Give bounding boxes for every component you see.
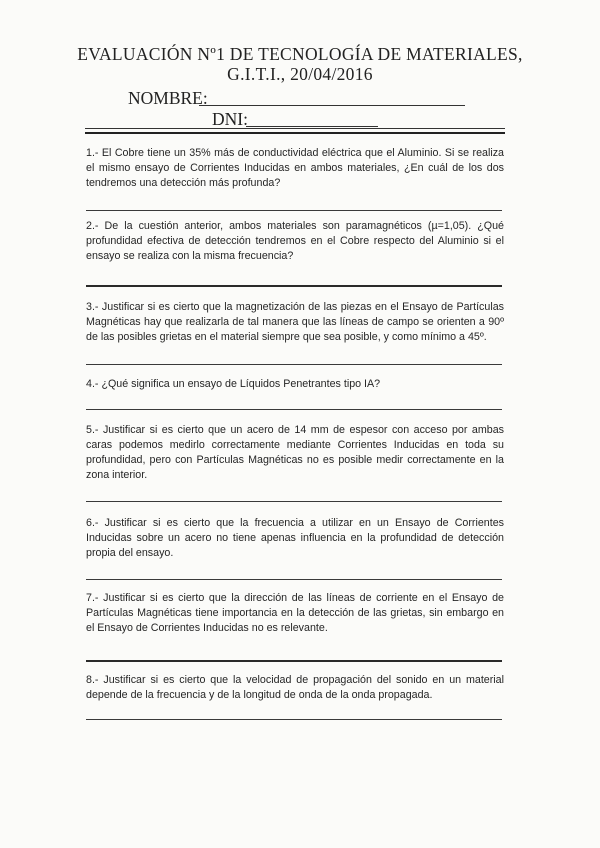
dni-label: DNI:	[212, 109, 248, 129]
answer-line-3[interactable]	[86, 364, 502, 365]
nombre-label: NOMBRE:	[128, 88, 208, 108]
question-3: 3.- Justificar si es cierto que la magnetización de las piezas en el Ensayo de Partículas Magnéticas hay que realizarla de tal manera que las líneas de campo se orienten a 90º de las posibles grietas en el material siempre que sea posible, y como mínimo a 45º.	[86, 301, 504, 343]
answer-line-8[interactable]	[86, 719, 502, 720]
question-2: 2.- De la cuestión anterior, ambos materiales son paramagnéticos (µ=1,05). ¿Qué profundidad efectiva de detección tendremos en el Cobre respecto del Aluminio si el ensayo se realiza con la misma frecuencia?	[86, 220, 504, 262]
question-4: 4.- ¿Qué significa un ensayo de Líquidos Penetrantes tipo IA?	[86, 378, 381, 390]
question-8: 8.- Justificar si es cierto que la velocidad de propagación del sonido en un material depende de la frecuencia y de la longitud de onda de la onda propagada.	[86, 674, 504, 701]
header-divider	[85, 128, 505, 129]
answer-line-5[interactable]	[86, 501, 502, 502]
dni-field[interactable]	[246, 126, 378, 127]
answer-line-2[interactable]	[86, 285, 502, 287]
nombre-field[interactable]	[199, 105, 465, 106]
question-5: 5.- Justificar si es cierto que un acero de 14 mm de espesor con acceso por ambas caras podemos medirlo correctamente mediante Corrientes Inducidas en toda su profundidad, pero con Partículas Magnéticas no es posible medir correctamente en la zona interior.	[86, 424, 504, 481]
exam-subtitle: G.I.T.I., 20/04/2016	[227, 64, 373, 84]
answer-line-1[interactable]	[86, 210, 502, 211]
answer-line-7[interactable]	[86, 660, 502, 662]
exam-title: EVALUACIÓN Nº1 DE TECNOLOGÍA DE MATERIALES,	[77, 44, 523, 64]
question-1: 1.- El Cobre tiene un 35% más de conductividad eléctrica que el Aluminio. Si se realiza el mismo ensayo de Corrientes Inducidas en ambos materiales, ¿En cuál de los dos tendremos una detección más profunda?	[86, 147, 504, 189]
answer-line-6[interactable]	[86, 579, 502, 580]
header-divider-bold	[85, 132, 505, 134]
question-7: 7.- Justificar si es cierto que la dirección de las líneas de corriente en el Ensayo de Partículas Magnéticas tiene importancia en la detección de las grietas, sin embargo en el Ensayo de Corrientes Inducidas no es relevante.	[86, 592, 504, 634]
question-6: 6.- Justificar si es cierto que la frecuencia a utilizar en un Ensayo de Corrientes Inducidas sobre un acero no tiene apenas influencia en la profundidad de detección propia del ensayo.	[86, 517, 504, 559]
answer-line-4[interactable]	[86, 409, 502, 410]
